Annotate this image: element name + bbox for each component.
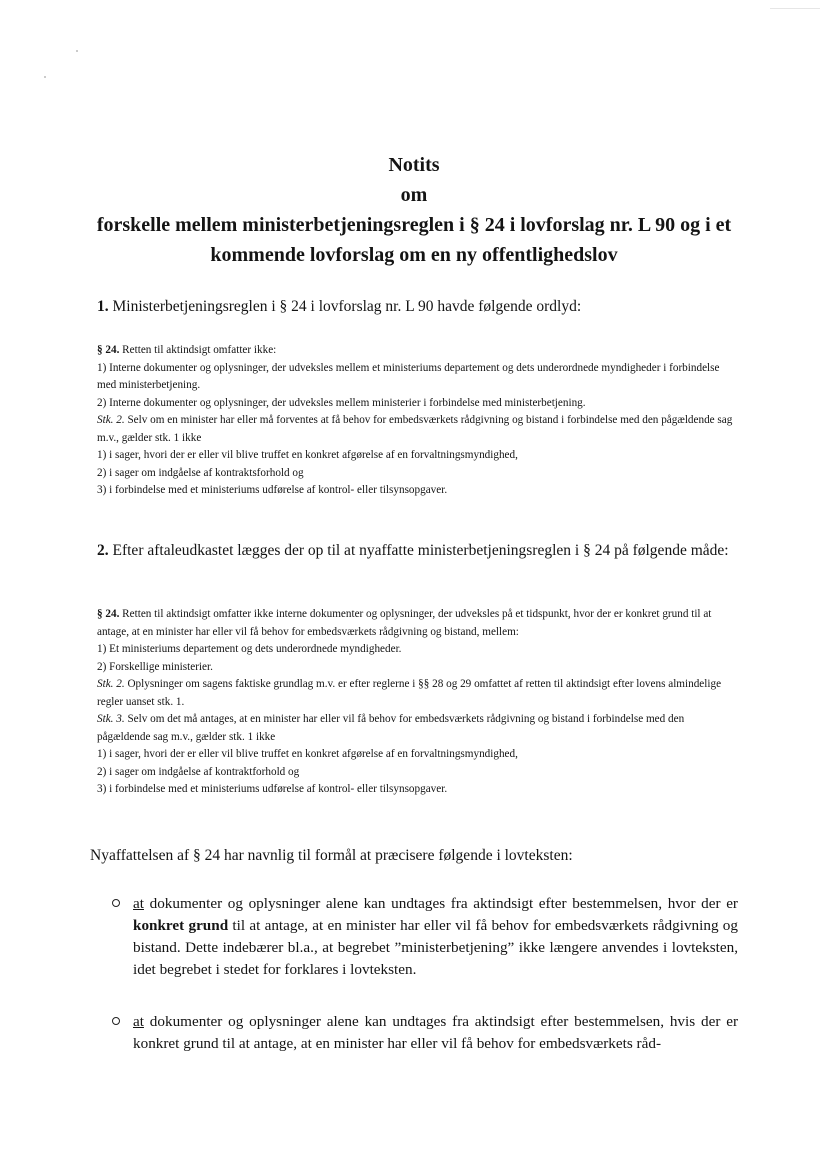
bullet-2-lead: at <box>133 1013 144 1030</box>
quote-2-stk3-label: Stk. 3. <box>97 713 125 725</box>
quote-1-intro <box>97 342 737 360</box>
quote-1-paragraph-mark: § 24. <box>97 344 120 356</box>
section-2-heading-text: Efter aftaleudkastet lægges der op til at nyaffatte ministerbetjeningsreglen i § 24 på følgende måde: <box>112 542 729 559</box>
bullet-2-text <box>133 1011 738 1055</box>
section-2-heading <box>97 541 737 561</box>
section-2-quote <box>97 606 737 799</box>
scan-speck <box>76 50 78 52</box>
quote-1-stk <box>97 412 737 447</box>
section-1-heading <box>97 297 737 317</box>
section-1-quote <box>97 342 737 500</box>
bullet-2-pre: dokumenter og oplysninger alene kan undtages fra aktindsigt efter bestemmelsen, hvis der er konkret grund til at antage, at en minister har eller vil få behov for embedsværkets råd- <box>133 1013 738 1052</box>
bullet-1-post: til at antage, at en minister har eller vil få behov for embedsværkets rådgivning og bistand. Dette indebærer bl.a., at begrebet ”ministerbetjening” ikke længere anvendes i lovteksten, idet begrebet i stedet for forklares i lovteksten. <box>133 917 738 978</box>
bullet-icon <box>112 899 120 907</box>
section-1-number: 1. <box>97 298 109 315</box>
quote-2-stk3-text: Selv om det må antages, at en minister har eller vil få behov for embedsværkets rådgivning og bistand i forbindelse med den pågældende sag m.v., gælder stk. 1 ikke <box>97 713 685 743</box>
bullet-1-pre: dokumenter og oplysninger alene kan undtages fra aktindsigt efter bestemmelsen, hvor der er <box>143 895 738 912</box>
quote-2-paragraph-mark: § 24. <box>97 608 120 620</box>
quote-2-item: 2) Forskellige ministerier. <box>97 660 213 673</box>
title-line-1: Notits <box>388 154 440 176</box>
bullet-icon <box>112 1017 120 1025</box>
quote-2-stk2 <box>97 676 737 711</box>
quote-2-item: 1) Et ministeriums departement og dets underordnede myndigheder. <box>97 643 402 655</box>
quote-1-stk-item: 1) i sager, hvori der er eller vil blive truffet en konkret afgørelse af en forvaltningsmyndighed, <box>97 449 518 461</box>
quote-2-intro-text: Retten til aktindsigt omfatter ikke interne dokumenter og oplysninger, der udveksles på et tidspunkt, hvor der er konkret grund til at antage, at en minister har eller vil få behov for embedsværkets rådgivning og bistand, mellem: <box>97 608 712 638</box>
purpose-paragraph: Nyaffattelsen af § 24 har navnlig til formål at præcisere følgende i lovteksten: <box>90 847 573 864</box>
bullet-1-lead: at <box>133 895 144 912</box>
quote-2-intro <box>97 606 737 641</box>
quote-1-stk-item: 2) i sager om indgåelse af kontraktsforhold og <box>97 466 304 479</box>
bullet-1-bold: konkret grund <box>133 917 229 934</box>
scan-speck <box>44 76 46 78</box>
quote-1-item: 1) Interne dokumenter og oplysninger, der udveksles mellem et ministeriums departement og dets underordnede myndigheder i forbindelse med ministerbetjening. <box>97 361 720 391</box>
quote-1-stk-text: Selv om en minister har eller må forventes at få behov for embedsværkets rådgivning og bistand i forbindelse med den pågældende sag m.v., gælder stk. 1 ikke <box>97 414 733 444</box>
quote-1-intro-text: Retten til aktindsigt omfatter ikke: <box>122 344 277 356</box>
quote-2-stk3 <box>97 711 737 746</box>
quote-1-stk-item: 3) i forbindelse med et ministeriums udførelse af kontrol- eller tilsynsopgaver. <box>97 484 448 496</box>
quote-2-stk2-label: Stk. 2. <box>97 678 125 690</box>
title-line-3: forskelle mellem ministerbetjeningsreglen i § 24 i lovforslag nr. L 90 og i et kommende lovforslag om en ny offentlighedslov <box>96 214 732 266</box>
quote-1-stk-label: Stk. 2. <box>97 414 125 426</box>
quote-1-item: 2) Interne dokumenter og oplysninger, der udveksles mellem ministerier i forbindelse med ministerbetjening. <box>97 396 586 409</box>
quote-2-stk3-item: 3) i forbindelse med et ministeriums udførelse af kontrol- eller tilsynsopgaver. <box>97 783 448 795</box>
document-title <box>0 150 828 270</box>
scan-edge-mark <box>770 8 820 9</box>
quote-2-stk3-item: 2) i sager om indgåelse af kontraktforhold og <box>97 765 300 778</box>
title-line-2: om <box>400 184 428 206</box>
section-1-heading-text: Ministerbetjeningsreglen i § 24 i lovforslag nr. L 90 havde følgende ordlyd: <box>112 298 582 315</box>
quote-2-stk3-item: 1) i sager, hvori der er eller vil blive truffet en konkret afgørelse af en forvaltningsmyndighed, <box>97 748 518 760</box>
quote-2-stk2-text: Oplysninger om sagens faktiske grundlag m.v. er efter reglerne i §§ 28 og 29 omfattet af retten til aktindsigt efter lovens almindelige regler uanset stk. 1. <box>97 678 722 708</box>
section-2-number: 2. <box>97 542 109 559</box>
bullet-1-text <box>133 893 738 981</box>
